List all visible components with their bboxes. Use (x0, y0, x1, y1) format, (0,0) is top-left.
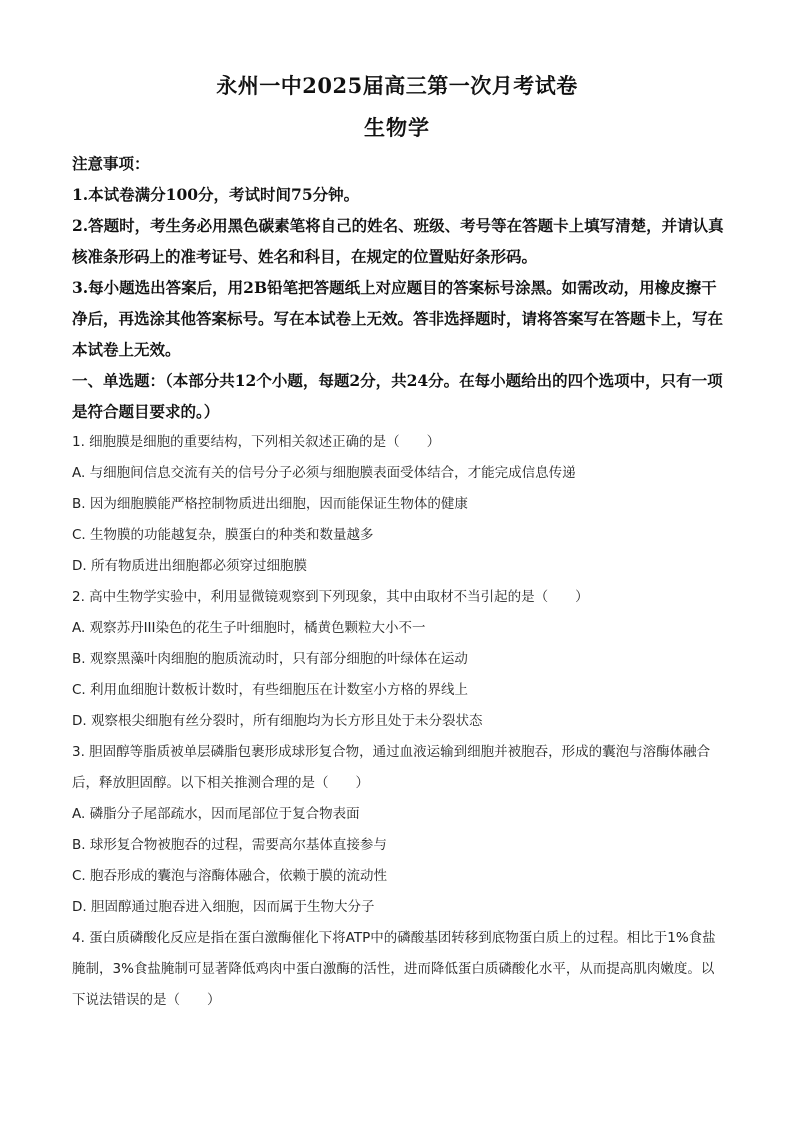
question-3-option-b: B. 球形复合物被胞吞的过程，需要高尔基体直接参与 (72, 837, 387, 853)
question-2-option-a: A. 观察苏丹III染色的花生子叶细胞时，橘黄色颗粒大小不一 (72, 620, 426, 636)
question-1-option-a: A. 与细胞间信息交流有关的信号分子必须与细胞膜表面受体结合，才能完成信息传递 (72, 465, 576, 481)
question-2-option-c: C. 利用血细胞计数板计数时，有些细胞压在计数室小方格的界线上 (72, 682, 469, 698)
exam-content (72, 148, 724, 1016)
notice-item-1: 1.本试卷满分100分，考试时间75分钟。 (72, 185, 360, 204)
question-4-stem: 4. 蛋白质磷酸化反应是指在蛋白激酶催化下将ATP中的磷酸基团转移到底物蛋白质上的过程。相比于1%食盐腌制，3%食盐腌制可显著降低鸡肉中蛋白激酶的活性，进而降低蛋白质磷酸化水平，从而提高肌肉嫩度。以下说法错误的是（ ） (72, 930, 716, 1008)
notice-item-2: 2.答题时，考生务必用黑色碳素笔将自己的姓名、班级、考号等在答题卡上填写清楚，并请认真核准条形码上的准考证号、姓名和科目，在规定的位置贴好条形码。 (72, 216, 724, 266)
question-1-stem: 1. 细胞膜是细胞的重要结构，下列相关叙述正确的是（ ） (72, 434, 441, 450)
question-3-stem: 3. 胆固醇等脂质被单层磷脂包裹形成球形复合物，通过血液运输到细胞并被胞吞，形成的囊泡与溶酶体融合后，释放胆固醇。以下相关推测合理的是（ ） (72, 744, 711, 791)
section-heading: 一、单选题：（本部分共12个小题，每题2分，共24分。在每小题给出的四个选项中，只有一项是符合题目要求的。） (72, 371, 723, 421)
notice-item-3: 3.每小题选出答案后，用2B铅笔把答题纸上对应题目的答案标号涂黑。如需改动，用橡皮擦干净后，再选涂其他答案标号。写在本试卷上无效。答非选择题时，请将答案写在答题卡上，写在本试卷上无效。 (72, 278, 724, 359)
question-1-option-b: B. 因为细胞膜能严格控制物质进出细胞，因而能保证生物体的健康 (72, 496, 468, 512)
exam-title: 永州一中2025届高三第一次月考试卷 (216, 73, 578, 98)
question-3-option-d: D. 胆固醇通过胞吞进入细胞，因而属于生物大分子 (72, 899, 375, 915)
question-3-option-a: A. 磷脂分子尾部疏水，因而尾部位于复合物表面 (72, 806, 360, 822)
notice-heading: 注意事项： (72, 154, 150, 173)
question-2-stem: 2. 高中生物学实验中，利用显微镜观察到下列现象，其中由取材不当引起的是（ ） (72, 589, 589, 605)
subject-title: 生物学 (364, 115, 430, 140)
question-1-option-d: D. 所有物质进出细胞都必须穿过细胞膜 (72, 558, 307, 574)
question-2-option-d: D. 观察根尖细胞有丝分裂时，所有细胞均为长方形且处于未分裂状态 (72, 713, 483, 729)
question-1-option-c: C. 生物膜的功能越复杂，膜蛋白的种类和数量越多 (72, 527, 374, 543)
question-3-option-c: C. 胞吞形成的囊泡与溶酶体融合，依赖于膜的流动性 (72, 868, 388, 884)
question-2-option-b: B. 观察黑藻叶肉细胞的胞质流动时，只有部分细胞的叶绿体在运动 (72, 651, 468, 667)
